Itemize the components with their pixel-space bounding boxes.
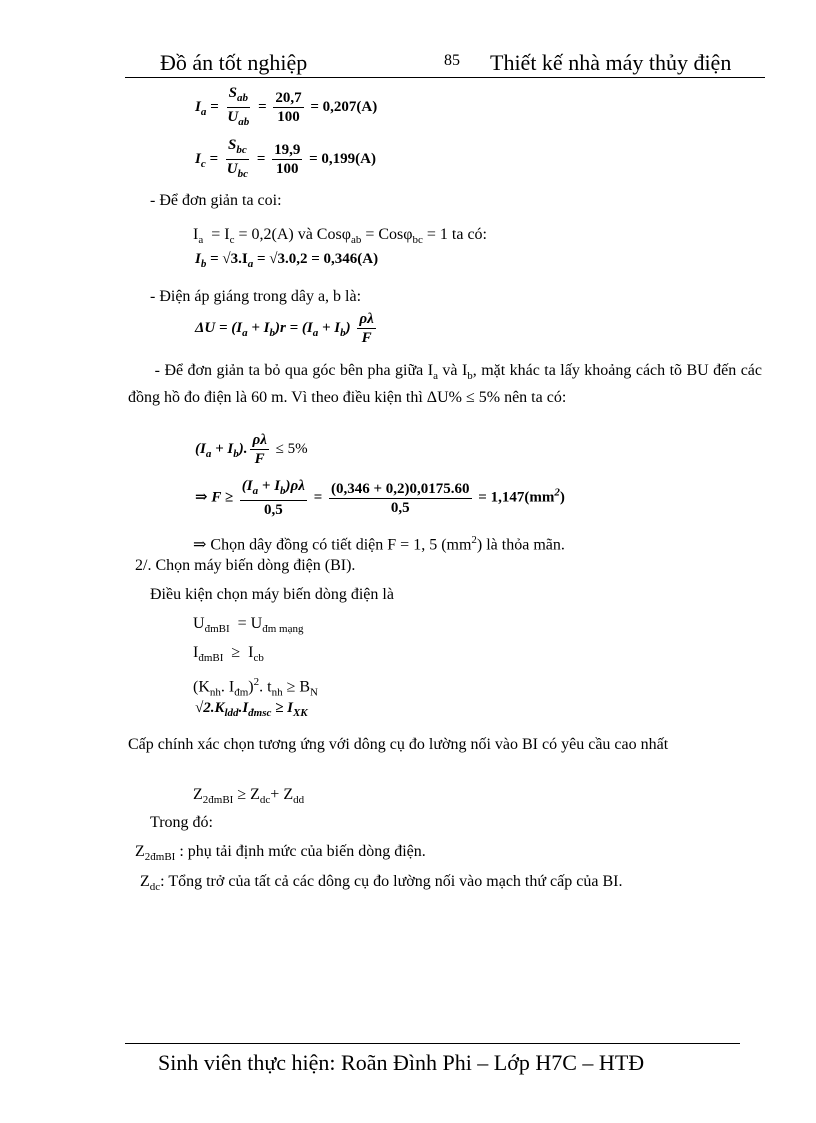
condition-label: Điều kiện chọn máy biến dòng điện là (150, 586, 394, 603)
definition-zdc: $Z_{dc}$: Tổng trở của tất cả các dông cụ đo lường nối vào mạch thứ cấp của BI. (140, 873, 623, 894)
assumption-line: $I_a = I_c = 0,2(A)$ và Cosφ$_{ab}$ = Cosφ$_{bc}$ = 1 ta có: (193, 226, 487, 247)
voltage-drop-label: - Điện áp giáng trong dây a, b là: (150, 288, 362, 305)
intro-simplify: - Để đơn giản ta coi: (150, 192, 282, 209)
header-right: Thiết kế nhà máy thủy điện (490, 50, 732, 75)
condition-thermal: ($K_{nh}$. $I_{đm})^2$. $t_{nh} \ge B_N$ (193, 676, 318, 699)
formula-condition: $(I_a + I_b)$. $\frac{\rho\lambda}{F}$ ≤ 5% (195, 432, 308, 467)
page-number: 85 (444, 52, 460, 69)
footer-rule (125, 1043, 740, 1044)
formula-f: ⇒ F ≥ $\frac{(I_a + I_b)\rho\lambda}{0,5}$ = $\frac{(0,346 + 0,2)0,0175.60}{0,5}$ = $1,147(mm^2)$ (195, 478, 565, 518)
choose-wire: ⇒ Chọn dây đồng có tiết diện F = 1, 5 $(mm^2)$ là thỏa mãn. (193, 534, 565, 554)
paragraph-angle: - Để đơn giản ta bỏ qua góc bên pha giữa $I_a$ và $I_b$, mặt khác ta lấy khoảng cách tõ BU đến các đồng hồ đo điện là 60 m. Vì theo điều kiện thì ΔU% ≤ 5% nên ta có: (128, 362, 762, 407)
where-label: Trong đó: (150, 814, 213, 831)
condition-dynamic: $√2.K_{ldd}.I_{đmsc} \ge I_{XK}$ (195, 700, 308, 719)
header-rule (125, 77, 765, 78)
impedance-condition: $Z_{2đmBI} \ge Z_{dc}+ Z_{dd}$ (193, 786, 305, 807)
definition-z2: $Z_{2đmBI}$ : phụ tải định mức của biến dòng điện. (135, 843, 426, 864)
condition-u: $U_{đmBI} = U_{đm mạng}$ (193, 615, 304, 636)
section-bi-title: 2/. Chọn máy biến dòng điện (BI). (135, 557, 356, 574)
condition-i: $I_{đmBI} \ge I_{cb}$ (193, 644, 264, 665)
formula-ia: $I_a$ = $\frac{S_{ab}}{U_{ab}}$ = $\frac{20,7}{100}$ = 0,207(A) (195, 85, 378, 128)
formula-ib: $I_b = √3.I_a = √3.0,2 = 0,346(A)$ (195, 251, 379, 270)
formula-delta-u: $\Delta U = (I_a + I_b)r = (I_a + I_b)$ $\frac{\rho\lambda}{F}$ (195, 311, 374, 346)
formula-ic: $I_c$ = $\frac{S_{bc}}{U_{bc}}$ = $\frac{19,9}{100}$ = 0,199(A) (195, 137, 376, 180)
accuracy-paragraph: Cấp chính xác chọn tương ứng với dông cụ đo lường nối vào BI có yêu cầu cao nhất (128, 736, 669, 753)
header-left: Đồ án tốt nghiệp (160, 50, 308, 75)
footer-text: Sinh viên thực hiện: Roãn Đình Phi – Lớp H7C – HTĐ (158, 1050, 645, 1075)
